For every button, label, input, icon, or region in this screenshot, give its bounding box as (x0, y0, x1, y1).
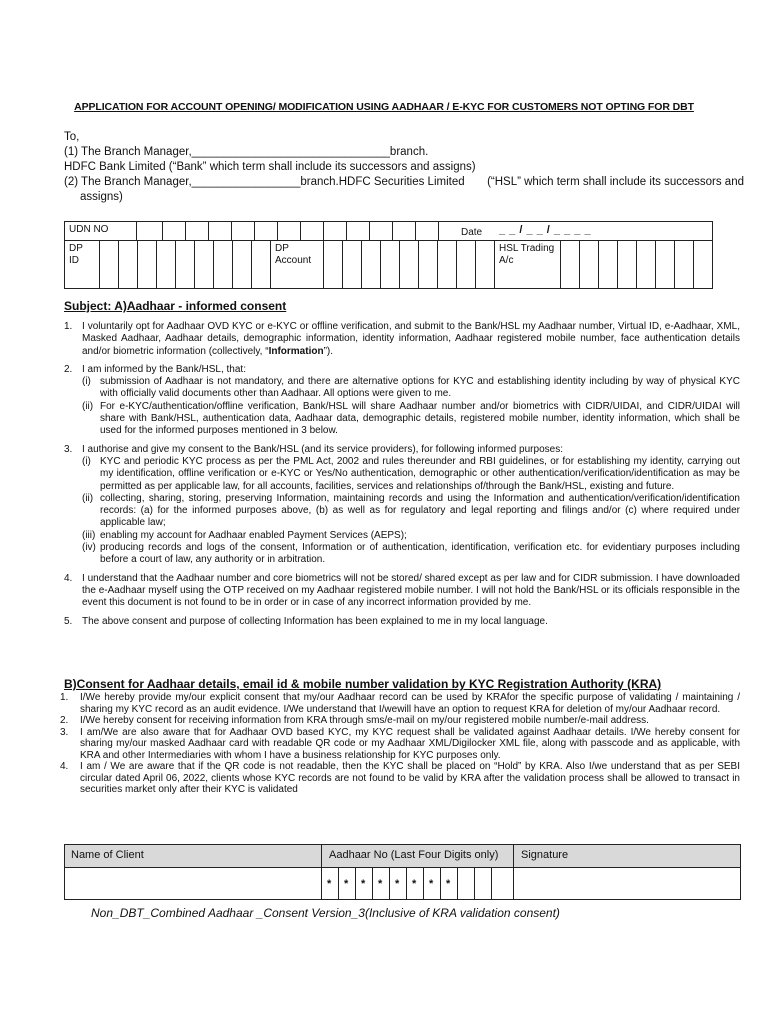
consent-subitem: (ii) For e-KYC/authentication/offline verification, Bank/HSL will share Aadhaar number and/or biometrics with CIDR/UIDAI, and CIDR/UIDAI will share with Bank/HSL, authentication data, Aadhaar data, demographic details, registered mobile number, identity information, which shall be used for the informed purposes mentioned in 3 below. (82, 400, 740, 437)
masked-digit: * (395, 878, 400, 890)
udn-box[interactable] (209, 222, 232, 240)
branch-manager-1-line: (1) The Branch Manager,_______________________________branch. (64, 146, 429, 158)
udn-box[interactable] (301, 222, 324, 240)
dp-id-box[interactable] (214, 241, 233, 288)
udn-box[interactable] (324, 222, 347, 240)
dp-account-label: DP Account (271, 241, 324, 288)
dp-account-box[interactable] (457, 241, 476, 288)
dp-account-box[interactable] (324, 241, 343, 288)
hsl-account-box[interactable] (656, 241, 675, 288)
consent-item: 3. I authorise and give my consent to the Bank/HSL (and its service providers), for following informed purposes: (64, 443, 563, 455)
kra-item: 1. I/We hereby provide my/our explicit consent that my/our Aadhaar record can be used by KRAfor the specific purpose of validating / maintaining / sharing my KYC record as an audit evidence. I/We understand that I/wewill have an option to request KRA for deletion of my/our Aadhaar record. (60, 692, 740, 715)
udn-box[interactable] (163, 222, 186, 240)
assigns-line: assigns) (80, 191, 123, 203)
dp-id-box[interactable] (138, 241, 157, 288)
date-label: Date (461, 227, 483, 238)
kra-item: 4. I am / We are aware that if the QR code is not readable, then the KYC shall be placed on “Hold” by KRA. Also I/we understand that as per SEBI circular dated April 06, 2022, clients whose KYC records are not found to be valid by KRA after the validation process shall be allowed to transact in securities market only after their KYC is validated (60, 761, 740, 795)
date-field[interactable]: _ _ / _ _ / _ _ _ _ (499, 224, 592, 236)
to-line: To, (64, 131, 80, 143)
consent-subitem: (ii) collecting, sharing, storing, preserving Information, maintaining records and using the Information and authentication/verification/identification records: (a) for the informed purposes above, (b) as well as for regulatory and legal reporting and filings and/or (c) where required under applicable law; (82, 492, 740, 529)
hsl-account-box[interactable] (675, 241, 694, 288)
dp-account-box[interactable] (419, 241, 438, 288)
dp-id-box[interactable] (176, 241, 195, 288)
hsl-account-box[interactable] (618, 241, 637, 288)
udn-box[interactable] (232, 222, 255, 240)
hsl-account-box[interactable] (580, 241, 599, 288)
masked-digit: * (378, 878, 383, 890)
hsl-account-box[interactable] (637, 241, 656, 288)
udn-box[interactable] (393, 222, 416, 240)
account-number-grid (64, 221, 713, 289)
client-details-table (64, 844, 741, 900)
document-title: APPLICATION FOR ACCOUNT OPENING/ MODIFICATION USING AADHAAR / E-KYC FOR CUSTOMERS NOT OPTING FOR DBT (74, 101, 694, 113)
consent-subitem: (i) submission of Aadhaar is not mandatory, and there are alternative options for KYC and establishing identity including by way of physical KYC with officially valid documents other than Aadhaar. All options were given to me. (82, 376, 740, 400)
kra-item: 3. I am/We are also aware that for Aadhaar OVD based KYC, my KYC request shall be validated against Aadhaar details. I/We hereby consent for sharing my/our masked Aadhaar card with readable QR code or my Aadhaar XML/Digilocker XML file, along with passcode and as applicable, with KRA and other Intermediaries with whom I have a business relationship for KYC purposes only. (60, 726, 740, 761)
consent-item: 2. I am informed by the Bank/HSL, that: (64, 363, 246, 375)
udn-box[interactable] (370, 222, 393, 240)
signature-field[interactable] (514, 868, 740, 899)
udn-label: UDN NO (65, 222, 137, 240)
consent-subitem: (iii) enabling my account for Aadhaar enabled Payment Services (AEPS); (82, 529, 407, 541)
consent-item: 4. I understand that the Aadhaar number and core biometrics will not be stored/ shared except as per law and for CIDR submission. I have downloaded the e-Aadhaar myself using the OTP received on my Aadhaar registered mobile number. I will not hold the Bank/HSL or its officials responsible in the event this document is not found to be in order or in case of any incorrect information provided by me. (64, 572, 740, 609)
dp-id-box[interactable] (119, 241, 138, 288)
dp-id-box[interactable] (100, 241, 119, 288)
client-name-field[interactable] (65, 868, 321, 899)
signature-header: Signature (521, 849, 569, 861)
dp-account-box[interactable] (476, 241, 495, 288)
aadhaar-header: Aadhaar No (Last Four Digits only) (329, 849, 499, 861)
aadhaar-last-digit-box[interactable] (457, 868, 513, 899)
dp-account-box[interactable] (438, 241, 457, 288)
udn-box[interactable] (186, 222, 209, 240)
dp-id-box[interactable] (157, 241, 176, 288)
dp-id-box[interactable] (195, 241, 214, 288)
consent-subitem: (i) KYC and periodic KYC process as per the PML Act, 2002 and rules thereunder and RBI guidelines, or for establishing my identity, carrying out my identification, offline verification or e-KYC or Yes/No authentication, demographic or other authentication/verification/identification as may be permitted as per applicable law, for all accounts, facilities, services and relationships of/through the Bank/HSL, existing and future. (82, 455, 740, 492)
dp-account-box[interactable] (343, 241, 362, 288)
hsl-account-box[interactable] (599, 241, 618, 288)
consent-subitem: (iv) producing records and logs of the consent, Information or of authentication, identification, verification etc. for evidentiary purposes including before a court of law, any authority or in arbitration. (82, 542, 740, 566)
udn-box[interactable] (416, 222, 439, 240)
hdfc-bank-line: HDFC Bank Limited (“Bank” which term shall include its successors and assigns) (64, 161, 476, 173)
branch-manager-2-line: (2) The Branch Manager,_________________branch.HDFC Securities Limited (“HSL” which term shall include its successors and (64, 176, 744, 188)
dp-id-box[interactable] (233, 241, 252, 288)
section-a-heading: Subject: A)Aadhaar - informed consent (64, 299, 287, 313)
udn-box[interactable] (255, 222, 278, 240)
udn-box[interactable] (278, 222, 301, 240)
kra-item: 2. I/We hereby consent for receiving information from KRA through sms/e-mail on my/our registered mobile number/e-mail address. (60, 715, 649, 726)
dp-account-box[interactable] (362, 241, 381, 288)
masked-digit: * (412, 878, 417, 890)
dp-account-box[interactable] (381, 241, 400, 288)
consent-item: 5. The above consent and purpose of collecting Information has been explained to me in my local language. (64, 615, 548, 627)
section-a-items (64, 321, 740, 628)
masked-digit: * (327, 878, 332, 890)
dp-account-box[interactable] (400, 241, 419, 288)
udn-box[interactable] (347, 222, 370, 240)
dp-id-label: DP ID (65, 241, 100, 288)
masked-digit: * (429, 878, 434, 890)
masked-digit: * (361, 878, 366, 890)
hsl-account-box[interactable] (561, 241, 580, 288)
section-b-heading: B)Consent for Aadhaar details, email id & mobile number validation by KYC Registration Authority (KRA) (64, 677, 662, 691)
table-header (65, 845, 740, 868)
masked-digit: * (344, 878, 349, 890)
masked-digit: * (446, 878, 451, 890)
footer-version: Non_DBT_Combined Aadhaar _Consent Version_3(Inclusive of KRA validation consent) (91, 906, 560, 920)
dp-id-box[interactable] (252, 241, 271, 288)
hsl-trading-label: HSL Trading A/c (495, 241, 561, 288)
consent-item: 1. I voluntarily opt for Aadhaar OVD KYC or e-KYC or offline verification, and submit to the Bank/HSL my Aadhaar number, Virtual ID, e-Aadhaar, XML, Masked Aadhaar, Aadhaar details, demographic information, identity information, Aadhaar registered mobile number, face authentication details and/or biometric information (collectively, “Information”). (64, 321, 740, 357)
addressee-block (64, 130, 744, 205)
section-b-items (60, 692, 740, 796)
name-of-client-header: Name of Client (71, 849, 144, 861)
udn-box[interactable] (137, 222, 163, 240)
